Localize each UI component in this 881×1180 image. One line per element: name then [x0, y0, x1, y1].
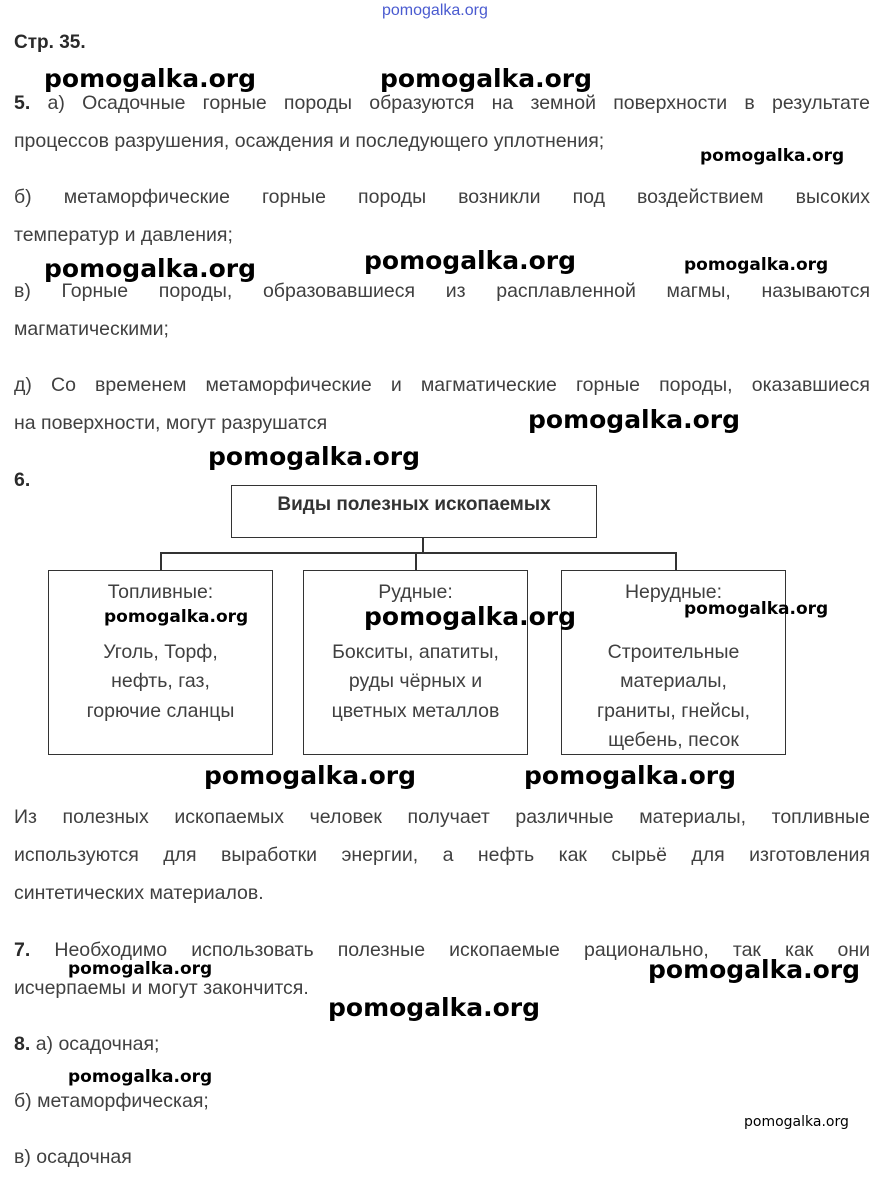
ore-item: Бокситы, апатиты, — [332, 640, 499, 663]
q8-number: 8. — [14, 1033, 31, 1055]
q6-number: 6. — [14, 469, 31, 491]
q8-a-text: а) осадочная; — [35, 1033, 160, 1055]
nonore-item: граниты, гнейсы, — [596, 699, 751, 722]
q5-a-line1: а) Осадочные горные породы образуются на земной поверхности в результате — [47, 92, 871, 114]
watermark: pomogalka.org — [648, 955, 861, 984]
site-link[interactable]: pomogalka.org — [382, 2, 488, 19]
watermark: pomogalka.org — [104, 607, 249, 627]
q5-d-line1: д) Со временем метаморфические и магматические горные породы, оказавшиеся — [14, 374, 870, 396]
connector-left — [160, 552, 162, 571]
nonore-item: материалы, — [620, 670, 727, 692]
q6-para-line2: используются для выработки энергии, а нефть как сырьё для изготовления — [14, 844, 870, 866]
nonore-heading: Нерудные: — [624, 581, 723, 603]
watermark: pomogalka.org — [700, 146, 845, 166]
watermark: pomogalka.org — [44, 254, 257, 283]
watermark: pomogalka.org — [684, 255, 829, 275]
fuel-item: горючие сланцы — [86, 699, 235, 722]
watermark: pomogalka.org — [380, 64, 593, 93]
q5-a-line2: процессов разрушения, осаждения и последующего уплотнения; — [14, 130, 605, 152]
nonore-box — [561, 570, 786, 755]
q8-v: в) осадочная — [14, 1146, 132, 1168]
q5-v-line1: в) Горные породы, образовавшиеся из расплавленной магмы, называются — [14, 280, 870, 302]
watermark: pomogalka.org — [68, 1067, 213, 1087]
q8-b: б) метаморфическая; — [14, 1090, 209, 1112]
q5-b-line2: температур и давления; — [14, 224, 233, 246]
fuel-item: Уголь, Торф, — [103, 640, 218, 663]
ore-item: цветных металлов — [331, 699, 500, 722]
page-header: Стр. 35. — [14, 32, 86, 53]
ore-box — [303, 570, 528, 755]
nonore-item: Строительные — [607, 640, 740, 663]
fuel-box — [48, 570, 273, 755]
q7-line2: исчерпаемы и могут закончится. — [14, 977, 309, 999]
connector-middle — [415, 552, 417, 571]
watermark: pomogalka.org — [68, 959, 213, 979]
watermark: pomogalka.org — [204, 761, 417, 790]
fuel-item: нефть, газ, — [111, 670, 210, 692]
q8-a — [14, 1025, 159, 1063]
q7-line1: Необходимо использовать полезные ископаемые рационально, так как они — [54, 939, 870, 961]
diagram-title: Виды полезных ископаемых — [231, 485, 597, 538]
connector-right — [675, 552, 677, 571]
watermark: pomogalka.org — [524, 761, 737, 790]
ore-heading: Рудные: — [378, 581, 453, 603]
connector-vertical — [422, 538, 424, 553]
watermark: pomogalka.org — [528, 405, 741, 434]
fuel-heading: Топливные: — [107, 581, 214, 603]
q5-number: 5. — [14, 92, 31, 114]
watermark: pomogalka.org — [208, 442, 421, 471]
q5-d-line2: на поверхности, могут разрушатся — [14, 412, 328, 434]
watermark: pomogalka.org — [364, 246, 577, 275]
watermark: pomogalka.org — [744, 1114, 849, 1130]
watermark: pomogalka.org — [364, 602, 577, 631]
q7-number: 7. — [14, 939, 31, 961]
q6-para-line3: синтетических материалов. — [14, 882, 264, 904]
q5-b — [14, 178, 870, 254]
connector-horizontal — [160, 552, 676, 554]
q5-b-line1: б) метаморфические горные породы возникли под воздействием высоких — [14, 186, 870, 208]
watermark: pomogalka.org — [684, 599, 829, 619]
watermark: pomogalka.org — [44, 64, 257, 93]
q6-paragraph — [14, 798, 870, 912]
nonore-item: щебень, песок — [608, 729, 739, 751]
watermark: pomogalka.org — [328, 993, 541, 1022]
q5-v-line2: магматическими; — [14, 318, 169, 340]
q5-d — [14, 366, 870, 442]
ore-item: руды чёрных и — [348, 670, 483, 692]
q6-para-line1: Из полезных ископаемых человек получает различные материалы, топливные — [14, 806, 870, 828]
q5-v — [14, 272, 870, 348]
